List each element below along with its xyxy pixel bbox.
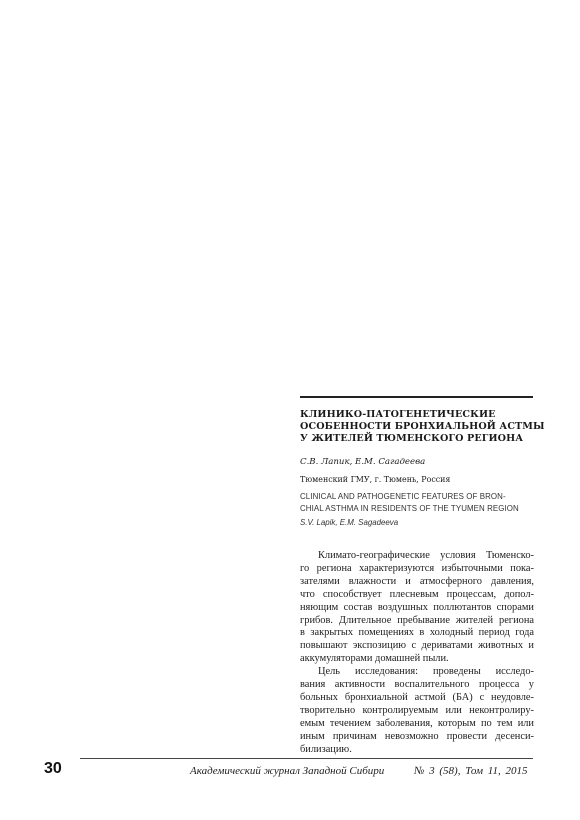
- body-line: повышают экспозицию с дериватами животных и: [300, 640, 534, 652]
- title-en-line: CHIAL ASTHMA IN RESIDENTS OF THE TYUMEN REGION: [300, 504, 519, 513]
- body-line: емым течением заболевания, которым по тем или: [300, 717, 534, 729]
- header-rule: [300, 396, 533, 398]
- body-line: в закрытых помещениях в холодный период года: [300, 627, 534, 639]
- article-title-en: [300, 491, 519, 515]
- body-line: няющим состав воздушных поллютантов спорами: [300, 601, 534, 613]
- title-en-line: CLINICAL AND PATHOGENETIC FEATURES OF BRON-: [300, 492, 506, 501]
- body-line: Климато-географические условия Тюменско-: [318, 550, 534, 561]
- abstract-body: [300, 550, 534, 757]
- body-line: аккумуляторами домашней пыли.: [300, 653, 449, 665]
- body-line: больных бронхиальной астмой (БА) с неудовле-: [300, 691, 534, 703]
- body-line: грибов. Длительное пребывание жителей региона: [300, 614, 534, 626]
- page-number: 30: [44, 760, 62, 777]
- authors-en: S.V. Lapik, E.M. Sagadeeva: [300, 518, 399, 527]
- body-line: билизацию.: [300, 743, 352, 755]
- issue-info: № 3 (58), Том 11, 2015: [414, 765, 528, 777]
- body-line: иным причинам невозможно провести десенси-: [300, 730, 534, 742]
- authors-ru: С.В. Лапик, Е.М. Сагадеева: [300, 457, 426, 467]
- journal-name: Академический журнал Западной Сибири: [190, 765, 385, 777]
- body-line: вания активности воспалительного процесса у: [300, 679, 534, 691]
- body-line: творительно контролируемым или неконтролиру-: [300, 704, 534, 716]
- title-line: КЛИНИКО-ПАТОГЕНЕТИЧЕСКИЕ: [300, 409, 496, 420]
- affiliation: Тюменский ГМУ, г. Тюмень, Россия: [300, 475, 451, 484]
- title-line: ОСОБЕННОСТИ БРОНХИАЛЬНОЙ АСТМЫ: [300, 421, 545, 432]
- footer-rule: [80, 758, 533, 759]
- body-line: Цель исследования: проведены исследо-: [318, 666, 534, 678]
- body-line: зателями влажности и атмосферного давления,: [300, 575, 534, 587]
- body-line: что способствует плесневым процессам, допол-: [300, 588, 534, 600]
- body-line: го региона характеризуются избыточными пока-: [300, 562, 534, 574]
- article-title-ru: [300, 409, 545, 445]
- title-line: У ЖИТЕЛЕЙ ТЮМЕНСКОГО РЕГИОНА: [300, 433, 524, 444]
